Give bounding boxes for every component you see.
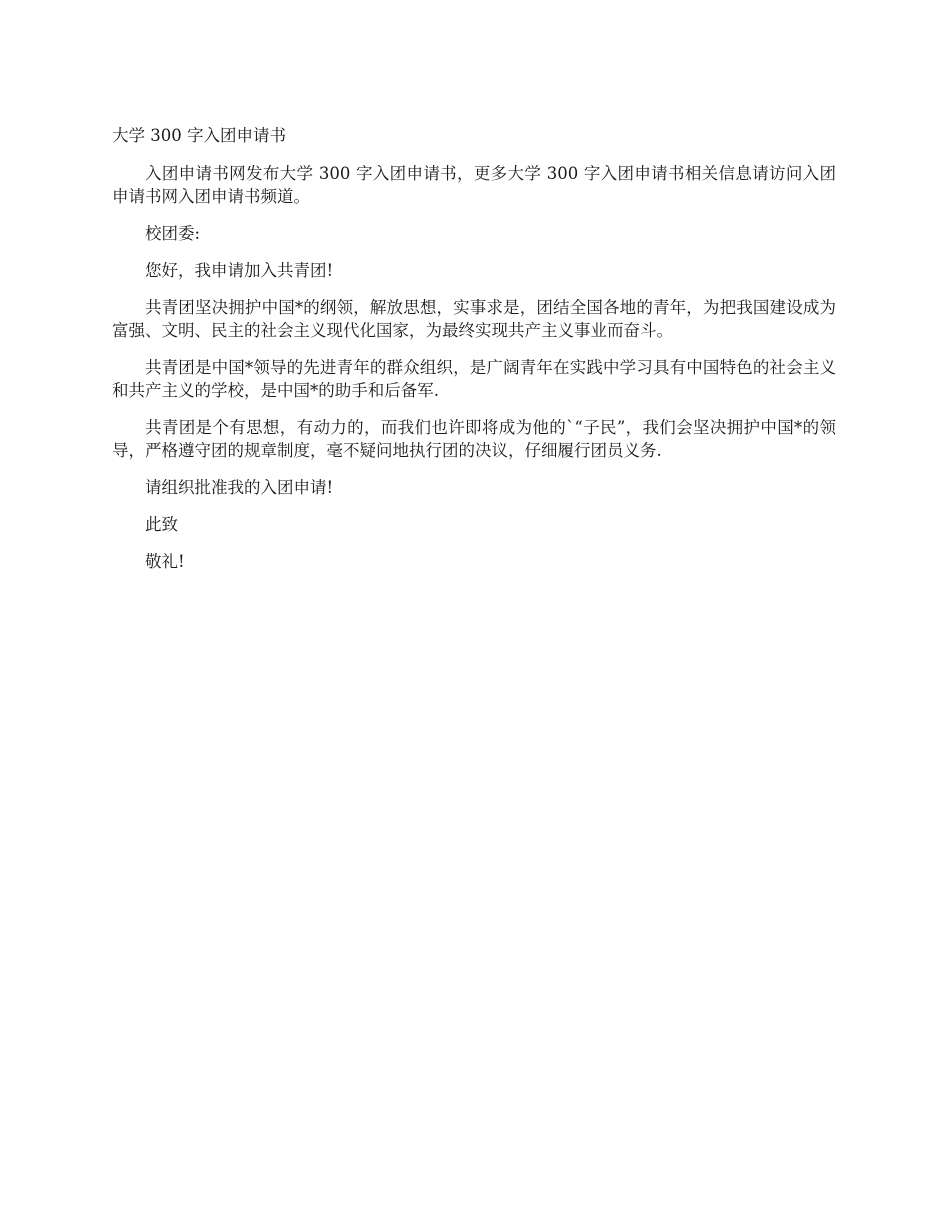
body-paragraph-2: 共青团是中国*领导的先进青年的群众组织，是广阔青年在实践中学习具有中国特色的社会主义和共产主义的学校，是中国*的助手和后备军.: [112, 358, 836, 400]
intro-paragraph: 入团申请书网发布大学 300 字入团申请书，更多大学 300 字入团申请书相关信息请访问入团申请书网入团申请书频道。: [112, 164, 836, 206]
greeting: 您好，我申请加入共青团!: [145, 261, 334, 280]
salutation: 校团委:: [145, 224, 201, 243]
body-paragraph-1: 共青团坚决拥护中国*的纲领，解放思想，实事求是，团结全国各地的青年，为把我国建设成为富强、文明、民主的社会主义现代化国家，为最终实现共产主义事业而奋斗。: [112, 298, 836, 340]
document-title: 大学 300 字入团申请书: [112, 126, 286, 145]
closing-line-2: 敬礼!: [145, 552, 185, 571]
closing-line-1: 此致: [145, 515, 178, 534]
body-paragraph-3: 共青团是个有思想，有动力的，而我们也许即将成为他的`“子民”，我们会坚决拥护中国*的领导，严格遵守团的规章制度，毫不疑问地执行团的决议，仔细履行团员义务.: [112, 418, 836, 460]
document-body: [112, 124, 836, 587]
request-line: 请组织批准我的入团申请!: [145, 478, 334, 497]
